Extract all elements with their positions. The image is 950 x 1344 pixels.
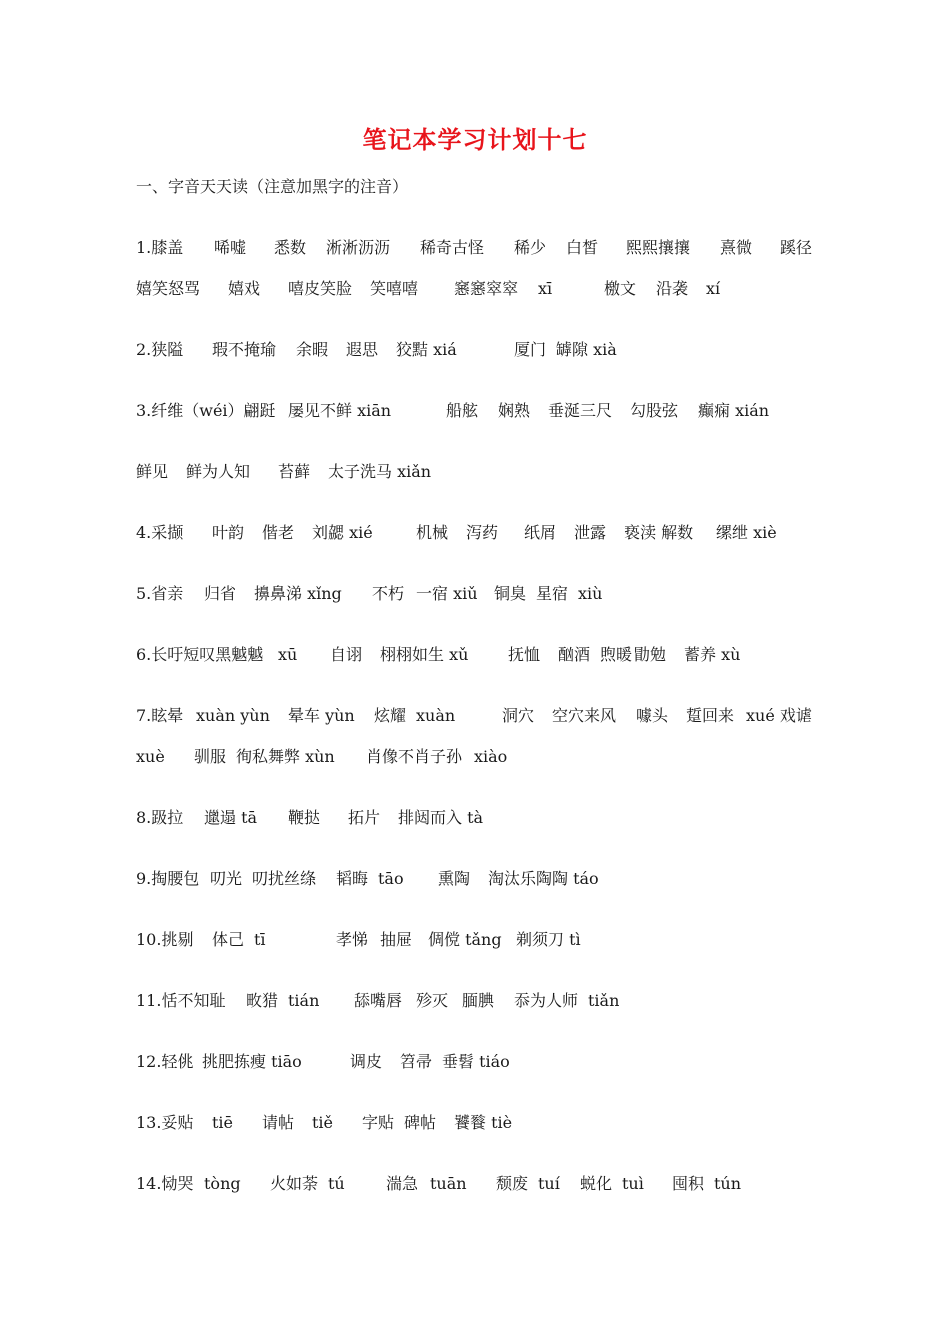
word-entry: 垂髫 tiáo xyxy=(442,1052,510,1071)
word-entry: 鲜见 xyxy=(136,462,169,481)
word-entry: 机械 xyxy=(416,523,449,542)
word-entry: tòng xyxy=(204,1174,241,1193)
word-entry: 12.轻佻 xyxy=(136,1052,194,1071)
word-entry: 泄露 xyxy=(574,523,607,542)
word-entry: 窸窸窣窣 xyxy=(454,279,519,298)
word-entry: 嘻皮笑脸 xyxy=(288,279,353,298)
word-entry: 叶韵 xyxy=(212,523,245,542)
word-entry: tuí xyxy=(538,1174,560,1193)
word-entry: 肖像不肖子孙 xyxy=(366,747,463,766)
word-entry: 缧绁 xiè xyxy=(716,523,777,542)
word-entry: xiào xyxy=(474,747,508,766)
word-entry: 拓片 xyxy=(348,808,381,827)
word-entry: xuàn xyxy=(416,706,456,725)
word-entry: 火如荼 xyxy=(270,1174,319,1193)
word-entry: 余暇 xyxy=(296,340,329,359)
word-entry: 抽屉 xyxy=(380,930,413,949)
word-entry: 8.趿拉 xyxy=(136,808,184,827)
word-entry: 偕老 xyxy=(262,523,295,542)
word-entry: 蜕化 xyxy=(580,1174,613,1193)
word-entry: 勾股弦 xyxy=(630,401,679,420)
word-entry: 5.省亲 xyxy=(136,584,184,603)
word-entry: 淘汰乐陶陶 táo xyxy=(488,869,599,888)
word-entry: 狡黠 xiá xyxy=(396,340,457,359)
word-entry: 叨扰丝绦 xyxy=(252,869,317,888)
word-entry: xué 戏谑 xyxy=(746,706,812,725)
word-entry: 饕餮 tiè xyxy=(454,1113,513,1132)
word-entry: 嬉笑怒骂 xyxy=(136,279,201,298)
word-entry: tú xyxy=(328,1174,345,1193)
word-entry: 自诩 xyxy=(330,645,363,664)
word-entry: 抚恤 xyxy=(508,645,541,664)
word-entry: 沿袭 xyxy=(656,279,689,298)
word-entry: tiē xyxy=(212,1113,234,1132)
word-entry: 9.掏腰包 xyxy=(136,869,200,888)
word-entry: tī xyxy=(254,930,266,949)
word-entry: 淅淅沥沥 xyxy=(326,238,391,257)
word-entry: 太子洗马 xiǎn xyxy=(328,462,432,481)
word-entry: 3.纤维（wéi）翩跹 xyxy=(136,401,276,420)
word-entry: 挑肥拣瘦 tiāo xyxy=(202,1052,302,1071)
word-entry: 白皙 xyxy=(566,238,599,257)
word-entry: 叨光 xyxy=(210,869,243,888)
word-entry: 剃须刀 tì xyxy=(516,930,581,949)
word-entry: 洞穴 xyxy=(502,706,535,725)
word-entry: 一宿 xiǔ xyxy=(416,584,478,603)
word-entry: 檄文 xyxy=(604,279,637,298)
word-entry: 娴熟 xyxy=(498,401,531,420)
document-title: 笔记本学习计划十七 xyxy=(362,126,588,154)
word-entry: 鲜为人知 xyxy=(186,462,251,481)
word-entry: 殄灭 xyxy=(416,991,449,1010)
word-entry: 稀奇古怪 xyxy=(420,238,485,257)
word-entry: 煦暖 xyxy=(600,645,633,664)
word-entry: 纸屑 xyxy=(524,523,557,542)
word-entry: 炫耀 xyxy=(374,706,407,725)
word-entry: 笑嘻嘻 xyxy=(370,279,419,298)
word-entry: tiě xyxy=(312,1113,334,1132)
word-entry: xū xyxy=(278,645,298,664)
word-entry: 屡见不鲜 xiān xyxy=(288,401,392,420)
word-entry: 栩栩如生 xǔ xyxy=(380,645,469,664)
word-entry: 踅回来 xyxy=(686,706,735,725)
word-entry: 邋遢 tā xyxy=(204,808,258,827)
word-entry: 遐思 xyxy=(346,340,379,359)
word-entry: xí xyxy=(706,279,721,298)
word-entry: 4.采撷 xyxy=(136,523,184,542)
word-entry: xī xyxy=(538,279,553,298)
word-entry: 湍急 xyxy=(386,1174,419,1193)
word-entry: 10.挑剔 xyxy=(136,930,194,949)
word-entry: 徇私舞弊 xùn xyxy=(236,747,335,766)
word-entry: 囤积 xyxy=(672,1174,705,1193)
word-entry: 11.恬不知耻 xyxy=(136,991,226,1010)
word-entry: 驯服 xyxy=(194,747,227,766)
word-entry: 瑕不掩瑜 xyxy=(212,340,277,359)
word-entry: 调皮 xyxy=(350,1052,383,1071)
word-entry: 2.狭隘 xyxy=(136,340,184,359)
word-entry: 癫痫 xián xyxy=(698,401,770,420)
section-heading: 一、字音天天读（注意加黑字的注音） xyxy=(136,177,409,196)
word-entry: tuān xyxy=(430,1174,467,1193)
word-entry: 请帖 xyxy=(262,1113,295,1132)
word-entry: 碑帖 xyxy=(404,1113,437,1132)
word-entry: 亵渎 解数 xyxy=(624,523,694,542)
word-entry: 倜傥 tǎng xyxy=(428,930,502,949)
word-entry: 忝为人师 xyxy=(514,991,579,1010)
word-entry: 泻药 xyxy=(466,523,499,542)
word-entry: xiù xyxy=(578,584,603,603)
word-entry: 苔藓 xyxy=(278,462,311,481)
word-entry: 罅隙 xià xyxy=(556,340,617,359)
word-entry: 韬晦 xyxy=(336,869,369,888)
word-entry: 擤鼻涕 xǐng xyxy=(254,584,342,603)
word-entry: 船舷 xyxy=(446,401,479,420)
word-entry: 舔嘴唇 xyxy=(354,991,403,1010)
word-entry: 熙熙攘攘 xyxy=(626,238,691,257)
word-entry: 刘勰 xié xyxy=(312,523,373,542)
word-entry: 勖勉 xyxy=(634,645,667,664)
word-entry: 酗酒 xyxy=(558,645,591,664)
word-entry: 不朽 xyxy=(372,584,405,603)
word-entry: 13.妥贴 xyxy=(136,1113,194,1132)
word-entry: 噱头 xyxy=(636,706,669,725)
word-entry: 熏陶 xyxy=(438,869,471,888)
word-entry: 垂涎三尺 xyxy=(548,401,613,420)
word-entry: 嬉戏 xyxy=(228,279,261,298)
word-entry: 体己 xyxy=(212,930,245,949)
word-entry: 腼腆 xyxy=(462,991,495,1010)
word-entry: 熹微 xyxy=(720,238,753,257)
word-entry: 归省 xyxy=(204,584,237,603)
word-entry: 排闼而入 tà xyxy=(398,808,484,827)
word-entry: 铜臭 xyxy=(494,584,527,603)
word-entry: 6.长吁短叹黑魆魆 xyxy=(136,645,264,664)
word-entry: tuì xyxy=(622,1174,644,1193)
word-entry: tún xyxy=(714,1174,742,1193)
word-entry: 星宿 xyxy=(536,584,569,603)
word-entry: 晕车 yùn xyxy=(288,706,355,725)
word-entry: 悉数 xyxy=(274,238,307,257)
word-entry: xuè xyxy=(136,747,165,766)
word-entry: 14.恸哭 xyxy=(136,1174,194,1193)
word-entry: tián xyxy=(288,991,320,1010)
word-entry: 鞭挞 xyxy=(288,808,321,827)
word-entry: 7.眩晕 xyxy=(136,706,184,725)
word-entry: 稀少 xyxy=(514,238,547,257)
word-entry: 畋猎 xyxy=(246,991,279,1010)
word-entry: 字贴 xyxy=(362,1113,395,1132)
word-entry: tiǎn xyxy=(588,991,620,1010)
word-entry: 空穴来风 xyxy=(552,706,617,725)
word-entry: 颓废 xyxy=(496,1174,529,1193)
word-entry: 1.膝盖 xyxy=(136,238,184,257)
word-entry: 蓄养 xù xyxy=(684,645,741,664)
word-entry: 孝悌 xyxy=(336,930,369,949)
word-entry: 蹊径 xyxy=(780,238,813,257)
word-entry: tāo xyxy=(378,869,404,888)
word-entry: 厦门 xyxy=(514,340,547,359)
word-entry: 唏嘘 xyxy=(214,238,247,257)
word-entry: xuàn yùn xyxy=(196,706,270,725)
word-entry: 笤帚 xyxy=(400,1052,433,1071)
